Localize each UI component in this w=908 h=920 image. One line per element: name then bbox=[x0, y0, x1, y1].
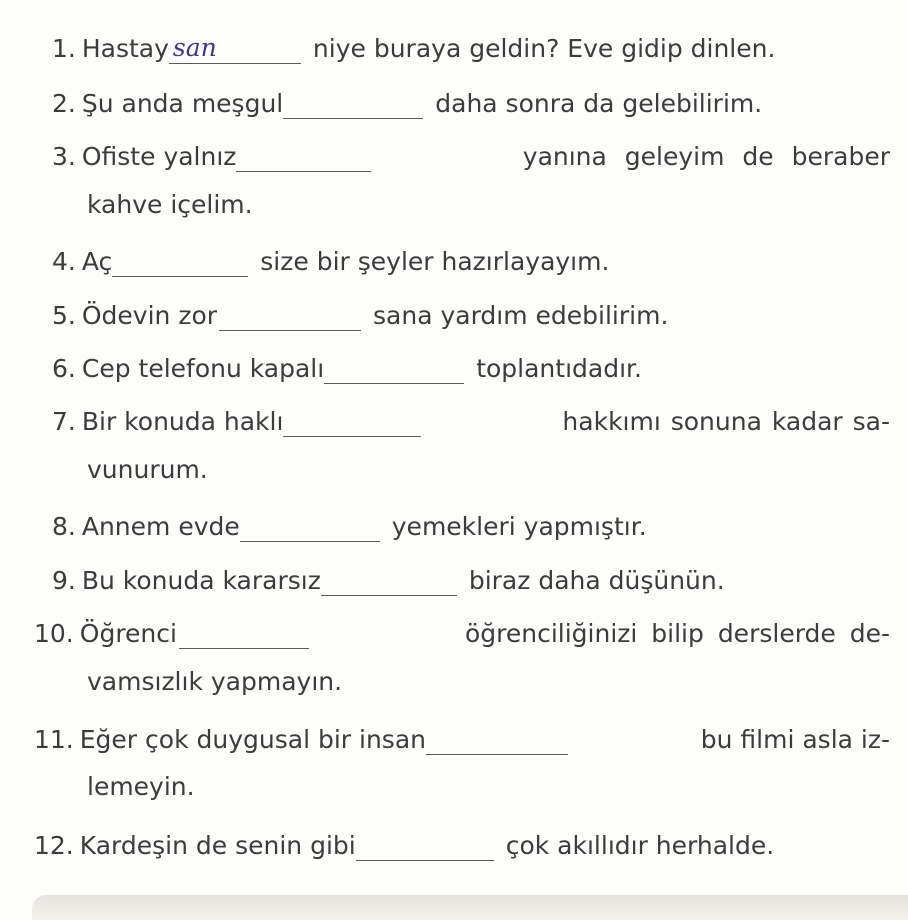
item-11-continuation: lemeyin. bbox=[87, 772, 195, 801]
item-number: 9. bbox=[52, 566, 76, 595]
item-text-after: hakkımı sonuna kadar sa- bbox=[562, 407, 890, 436]
item-text-before: Ofiste yalnız bbox=[81, 142, 237, 171]
item-3-continuation: kahve içelim. bbox=[87, 190, 253, 219]
answer-blank[interactable] bbox=[283, 406, 421, 437]
item-text-after: yemekleri yapmıştır. bbox=[391, 512, 647, 541]
exercise-item-3 bbox=[52, 128, 890, 172]
item-text-before: Öğrenci bbox=[79, 619, 177, 648]
item-text-after: biraz daha düşünün. bbox=[468, 566, 725, 595]
exercise-item-8 bbox=[52, 498, 647, 542]
answer-blank[interactable] bbox=[219, 300, 361, 331]
next-section-box-edge bbox=[32, 895, 908, 920]
item-text-before: Annem evde bbox=[81, 512, 240, 541]
item-number: 8. bbox=[52, 512, 76, 541]
exercise-item-4 bbox=[52, 233, 609, 277]
item-number: 6. bbox=[52, 354, 76, 383]
item-number: 2. bbox=[52, 89, 76, 118]
item-text-after: bu filmi asla iz- bbox=[700, 725, 890, 754]
item-text-after: yanına geleyim de beraber bbox=[522, 142, 890, 171]
answer-blank[interactable] bbox=[169, 33, 301, 64]
item-text-after: toplantıdadır. bbox=[476, 354, 642, 383]
answer-blank[interactable] bbox=[240, 511, 380, 542]
item-number: 4. bbox=[52, 247, 76, 276]
item-text-after: öğrenciliğinizi bilip derslerde de- bbox=[464, 619, 890, 648]
handwritten-answer: san bbox=[172, 33, 217, 62]
item-text-after: sana yardım edebilirim. bbox=[373, 301, 669, 330]
exercise-item-2 bbox=[52, 75, 762, 119]
exercise-item-9 bbox=[52, 552, 725, 596]
answer-blank[interactable] bbox=[321, 565, 457, 596]
item-number: 12. bbox=[34, 831, 74, 860]
answer-blank[interactable] bbox=[112, 246, 248, 277]
item-text-before: Ödevin zor bbox=[81, 301, 218, 330]
answer-blank[interactable] bbox=[324, 353, 464, 384]
item-text-before: Eğer çok duygusal bir insan bbox=[79, 725, 426, 754]
answer-blank[interactable] bbox=[283, 88, 423, 119]
answer-blank[interactable] bbox=[426, 724, 568, 755]
item-text-after: çok akıllıdır herhalde. bbox=[505, 831, 775, 860]
item-number: 3. bbox=[52, 142, 76, 171]
item-text-before: Aç bbox=[81, 247, 113, 276]
item-text-before: Kardeşin de senin gibi bbox=[79, 831, 356, 860]
answer-blank[interactable] bbox=[356, 830, 494, 861]
answer-blank[interactable] bbox=[236, 141, 371, 172]
item-text-before: Cep telefonu kapalı bbox=[81, 354, 325, 383]
exercise-item-7 bbox=[52, 393, 890, 437]
item-text-before: Hastay bbox=[81, 34, 169, 63]
item-number: 11. bbox=[34, 725, 74, 754]
item-number: 7. bbox=[52, 407, 76, 436]
exercise-item-1 bbox=[52, 20, 775, 64]
item-text-before: Şu anda meşgul bbox=[81, 89, 284, 118]
exercise-item-6 bbox=[52, 340, 642, 384]
item-number: 10. bbox=[34, 619, 74, 648]
exercise-item-11 bbox=[34, 711, 890, 755]
item-text-after: niye buraya geldin? Eve gidip dinlen. bbox=[312, 34, 776, 63]
exercise-item-5 bbox=[52, 287, 668, 331]
item-number: 5. bbox=[52, 301, 76, 330]
item-text-before: Bu konuda kararsız bbox=[81, 566, 321, 595]
item-text-after: size bir şeyler hazırlayayım. bbox=[260, 247, 610, 276]
item-number: 1. bbox=[52, 34, 76, 63]
exercise-item-10 bbox=[34, 605, 890, 649]
item-10-continuation: vamsızlık yapmayın. bbox=[87, 667, 343, 696]
item-text-before: Bir konuda haklı bbox=[81, 407, 284, 436]
item-text-after: daha sonra da gelebilirim. bbox=[435, 89, 763, 118]
exercise-item-12 bbox=[34, 817, 774, 861]
item-7-continuation: vunurum. bbox=[87, 455, 208, 484]
answer-blank[interactable] bbox=[179, 618, 309, 649]
